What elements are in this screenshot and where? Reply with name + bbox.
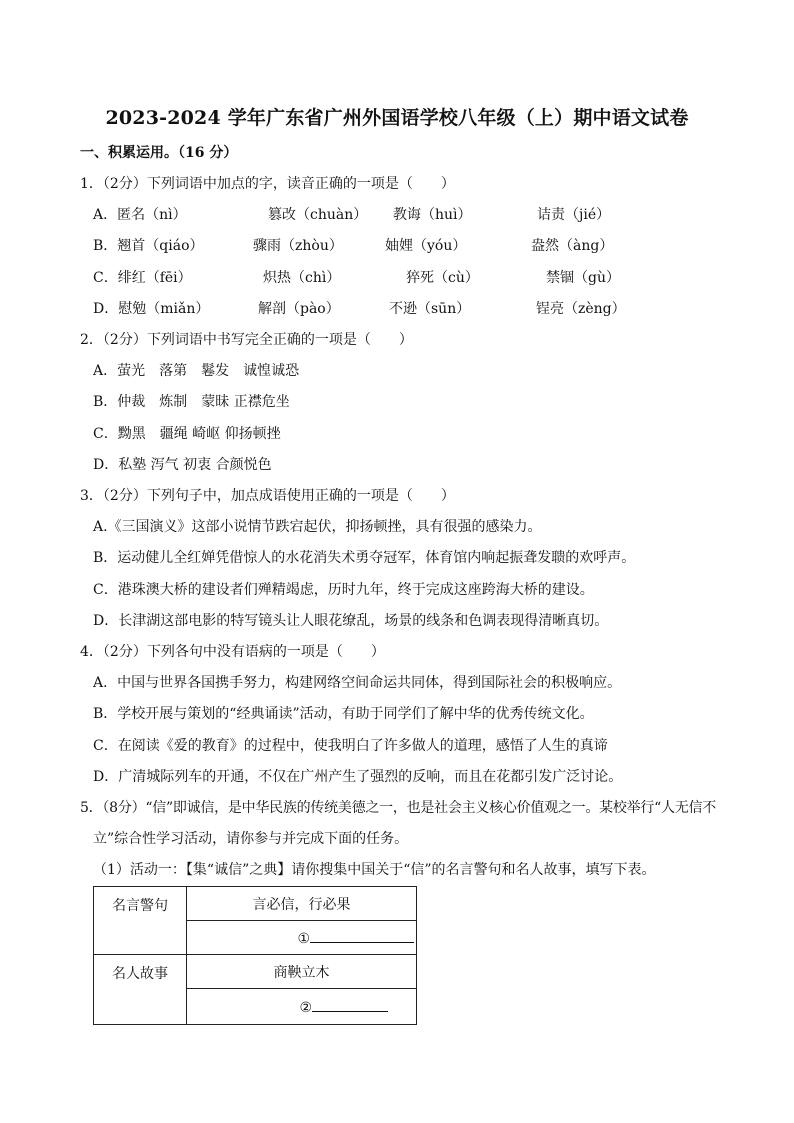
question-3-stem: 3．（2分）下列句子中，加点成语使用正确的一项是（ ） (80, 488, 455, 504)
fill-in-table (93, 886, 417, 1025)
page-title: 2023-2024 学年广东省广州外国语学校八年级（上）期中语文试卷 (105, 107, 689, 129)
answer-blank-1[interactable] (310, 928, 414, 943)
answer-blank-2[interactable] (312, 997, 388, 1012)
blank-number-2: ② (299, 1000, 312, 1016)
q1-option-d-word3: 不逊（sūn） (389, 301, 471, 317)
table-cell-story: 商鞅立木 (187, 955, 417, 989)
q1-option-a-word4: 诘责（jié） (537, 207, 611, 223)
q1-option-d-word4: 锃亮（zèng） (536, 301, 626, 317)
q1-option-b-word4: 盎然（àng） (531, 238, 614, 254)
question-2-stem: 2．（2分）下列词语中书写完全正确的一项是（ ） (80, 332, 413, 348)
question-5-stem: 5．（8分）“信”即诚信，是中华民族的传统美德之一，也是社会主义核心价值观之一。某校举行“人无信不 (80, 800, 717, 816)
question-5-stem-cont: 立”综合性学习活动，请你参与并完成下面的任务。 (93, 831, 409, 847)
q1-option-c-word2: 炽热（chì） (263, 270, 341, 286)
table-cell-quote: 言必信，行必果 (187, 887, 417, 921)
q1-option-a-word3: 教诲（huì） (393, 207, 472, 223)
q3-option-d: D．长津湖这部电影的特写镜头让人眼花缭乱，场景的线条和色调表现得清晰真切。 (93, 613, 609, 629)
q1-option-b-word2: 骤雨（zhòu） (253, 238, 343, 254)
q3-option-b: B．运动健儿全红婵凭借惊人的水花消失术勇夺冠军，体育馆内响起振聋发聩的欢呼声。 (93, 550, 636, 566)
q1-option-a-word2: 篡改（chuàn） (268, 207, 368, 223)
q4-option-c: C．在阅读《爱的教育》的过程中，使我明白了许多做人的道理，感悟了人生的真谛 (93, 738, 608, 754)
question-1-stem: 1．（2分）下列词语中加点的字，读音正确的一项是（ ） (80, 176, 455, 192)
q4-option-a: A．中国与世界各国携手努力，构建网络空间命运共同体，得到国际社会的积极响应。 (93, 675, 622, 691)
q2-option-a: A．萤光 落第 鬈发 诚惶诚恐 (93, 363, 300, 379)
q1-option-c: C．绯红（fēi） (93, 270, 192, 286)
table-row-header-quotes: 名言警句 (94, 887, 187, 955)
q3-option-a: A.《三国演义》这部小说情节跌宕起伏，抑扬顿挫，具有很强的感染力。 (93, 519, 542, 535)
section-heading: 一、积累运用。（16 分） (80, 145, 238, 161)
q1-option-d-word2: 解剖（pào） (258, 301, 340, 317)
q1-option-a: A．匿名（nì） (93, 207, 187, 223)
q1-option-c-word4: 禁锢（gù） (546, 270, 620, 286)
q3-option-c: C．港珠澳大桥的建设者们殚精竭虑，历时九年，终于完成这座跨海大桥的建设。 (93, 582, 594, 598)
q1-option-c-word3: 猝死（cù） (406, 270, 479, 286)
table-row-header-stories: 名人故事 (94, 955, 187, 1025)
table-cell-blank-2[interactable] (187, 989, 417, 1025)
question-5-sub1: （1）活动一：【集“诚信”之典】请你搜集中国关于“信”的名言警句和名人故事，填写下表。 (93, 862, 656, 878)
question-4-stem: 4．（2分）下列各句中没有语病的一项是（ ） (80, 644, 385, 660)
q2-option-d: D．私塾 泻气 初衷 合颜悦色 (93, 457, 272, 473)
table-cell-blank-1[interactable] (187, 921, 417, 955)
q2-option-b: B．仲裁 炼制 蒙昧 正襟危坐 (93, 394, 290, 410)
q2-option-c: C．黝黑 疆绳 崎岖 仰扬顿挫 (93, 426, 281, 442)
q1-option-b: B．翘首（qiáo） (93, 238, 204, 254)
q4-option-b: B．学校开展与策划的“经典诵读”活动，有助于同学们了解中华的优秀传统文化。 (93, 706, 594, 722)
q1-option-b-word3: 妯娌（yóu） (385, 238, 467, 254)
blank-number-1: ① (297, 931, 310, 947)
q1-option-d: D．慰勉（miǎn） (93, 301, 210, 317)
q4-option-d: D．广清城际列车的开通，不仅在广州产生了强烈的反响，而且在花都引发广泛讨论。 (93, 769, 623, 785)
